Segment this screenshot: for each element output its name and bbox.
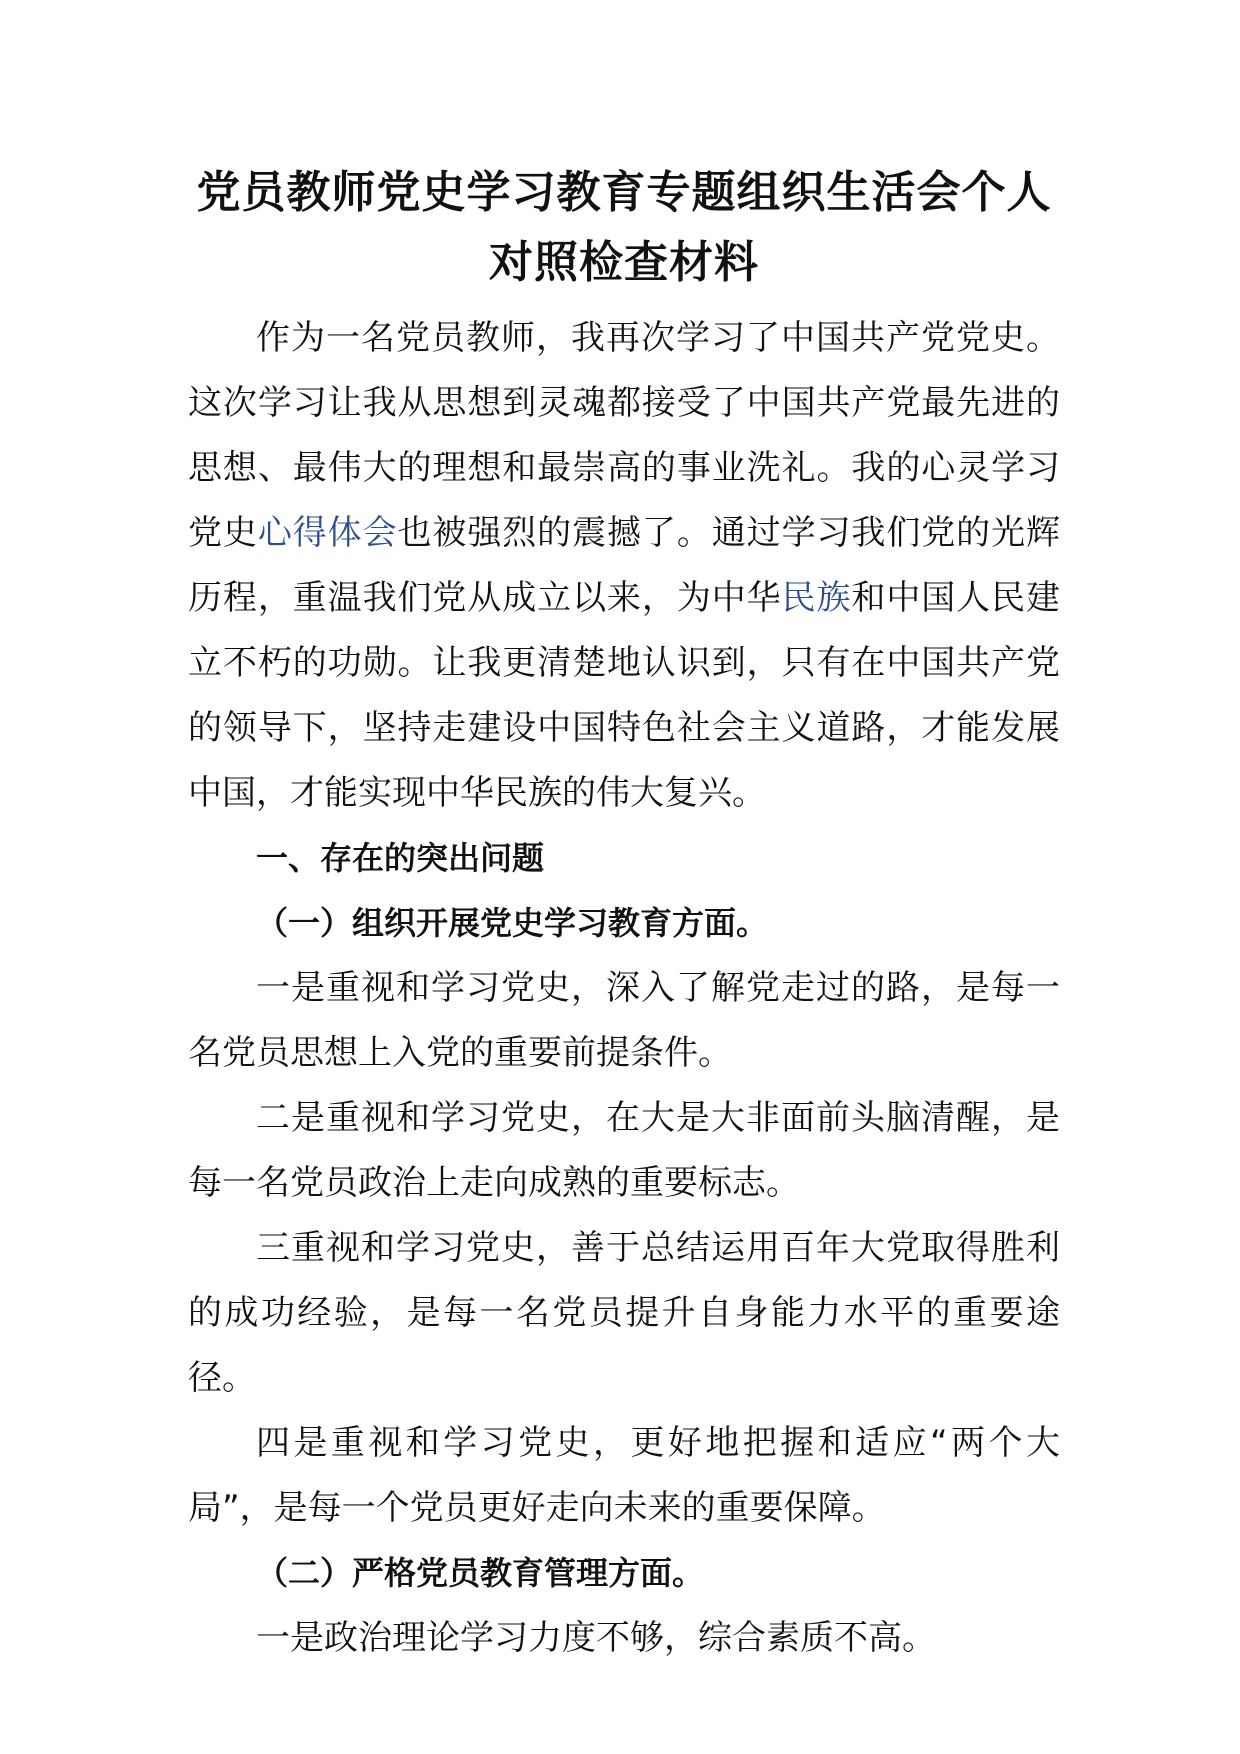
point-paragraph: 二是重视和学习党史，在大是大非面前头脑清醒，是每一名党员政治上走向成熟的重要标志。 [188,1098,1060,1203]
point-paragraph: 四是重视和学习党史，更好地把握和适应“两个大局”，是每一个党员更好走向未来的重要保障。 [188,1423,1060,1528]
point-paragraph: 一是重视和学习党史，深入了解党走过的路，是每一名党员思想上入党的重要前提条件。 [188,968,1060,1073]
subsection-heading-party-history-education: （一）组织开展党史学习教育方面。 [256,904,769,942]
intro-text-part2: 也被强烈的震撼了。通过学习我们党的光辉历程，重温我们党从成立以来，为中华 [188,513,1061,618]
intro-paragraph [188,306,1060,826]
document-title: 党员教师党史学习教育专题组织生活会个人对照检查材料 [196,167,1052,288]
intro-text-part1: 作为一名党员教师，我再次学习了中国共产党党史。这次学习让我从思想到灵魂都接受了中国共产党最先进的思想、最伟大的理想和最崇高的事业洗礼。我的心灵学习党史 [188,318,1060,553]
subsection-heading-member-management: （二）严格党员教育管理方面。 [256,1554,705,1592]
intro-text-part3: 和中国人民建立不朽的功勋。让我更清楚地认识到，只有在中国共产党的领导下，坚持走建设中国特色社会主义道路，才能发展中国，才能实现中华民族的伟大复兴。 [188,578,1061,813]
point-paragraph: 三重视和学习党史，善于总结运用百年大党取得胜利的成功经验，是每一名党员提升自身能力水平的重要途径。 [188,1228,1060,1398]
point-paragraph: 一是政治理论学习力度不够，综合素质不高。 [256,1618,936,1658]
link-nation[interactable]: 民族 [781,578,852,618]
section-heading-problems: 一、存在的突出问题 [256,839,545,877]
link-experience[interactable]: 心得体会 [257,513,398,553]
document-content [188,158,1060,1671]
